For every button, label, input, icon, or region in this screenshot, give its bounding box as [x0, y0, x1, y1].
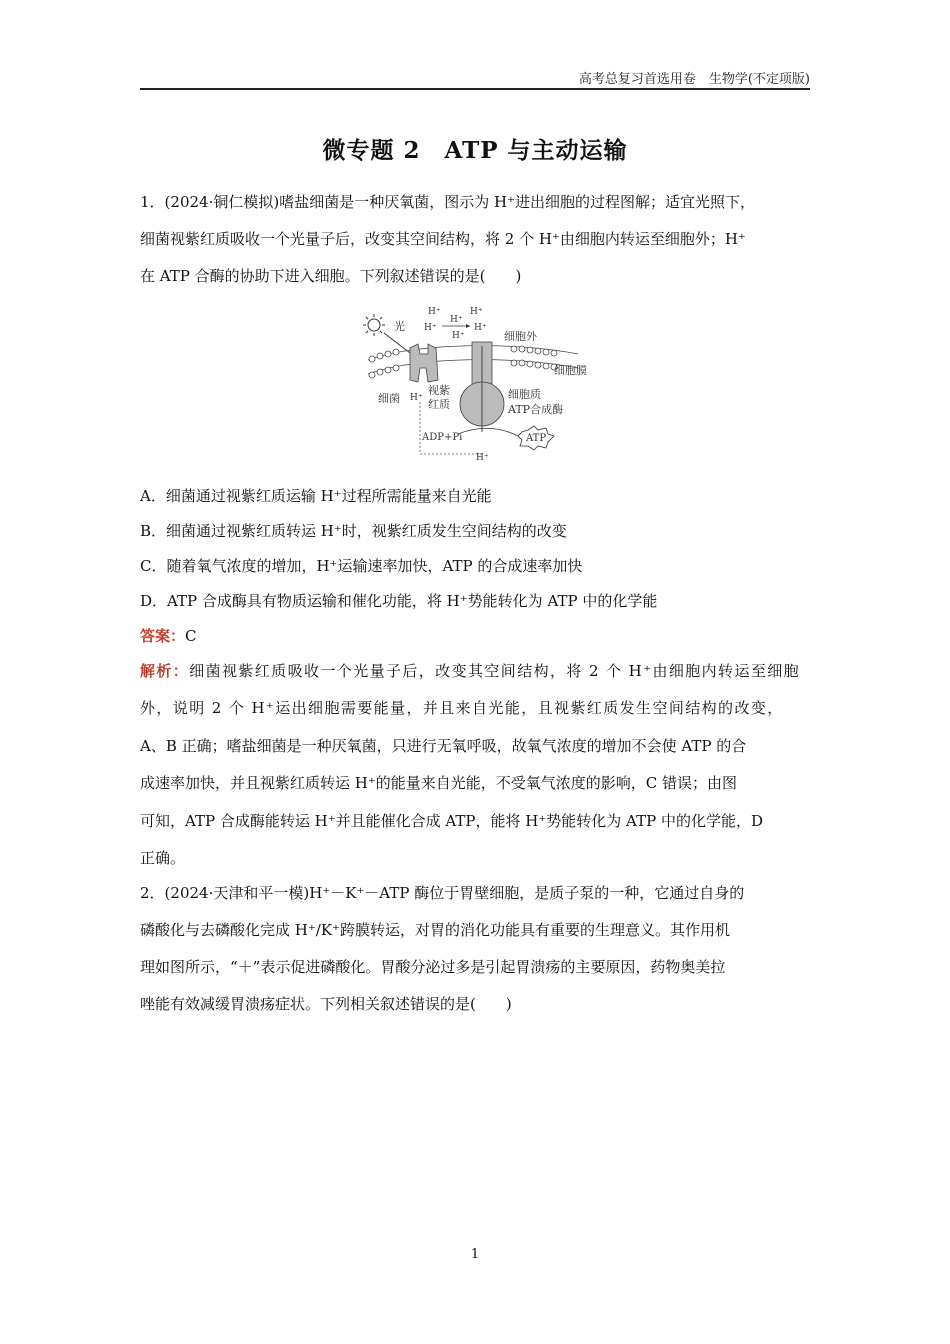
- h-plus-label-4: H⁺: [470, 307, 483, 317]
- header-text: 高考总复习首选用卷 生物学(不定项版): [578, 72, 810, 87]
- adp-pi-label: ADP+Pi: [422, 432, 463, 443]
- light-label: 光: [394, 320, 405, 333]
- analysis-label: 解析：: [140, 662, 190, 680]
- q1-line-1: 1．(2024·铜仁模拟)嗜盐细菌是一种厌氧菌，图示为 H⁺进出细胞的过程图解；适宜光照下，: [140, 193, 755, 211]
- q1-option-b: B．细菌通过视紫红质转运 H⁺时，视紫红质发生空间结构的改变: [140, 522, 567, 540]
- q1-line-2: 细菌视紫红质吸收一个光量子后，改变其空间结构，将 2 个 H⁺由细胞内转运至细胞外；H⁺: [140, 230, 746, 248]
- h-plus-label-3: H⁺: [450, 315, 463, 325]
- q2-line-4: 唑能有效减缓胃溃疡症状。下列相关叙述错误的是( ): [140, 995, 512, 1013]
- synthesis-arrow: [458, 428, 518, 436]
- q1-analysis-line-5: 可知，ATP 合成酶能转运 H⁺并且能催化合成 ATP，能将 H⁺势能转化为 ATP 中的化学能，D: [140, 812, 763, 830]
- page-title: 微专题 2 ATP 与主动运输: [322, 137, 628, 164]
- rhodopsin-protein: [410, 344, 438, 382]
- h-plus-label-1: H⁺: [428, 307, 441, 317]
- answer-value: C: [185, 627, 197, 645]
- q2-line-1: 2．(2024·天津和平一模)H⁺－K⁺－ATP 酶位于胃壁细胞，是质子泵的一种，它通过自身的: [140, 884, 745, 902]
- answer-label: 答案：: [140, 627, 186, 645]
- rhodopsin-label-1: 视紫: [428, 384, 450, 397]
- h-plus-label-5: H⁺: [474, 323, 487, 333]
- q1-analysis-line-2: 外，说明 2 个 H⁺运出细胞需要能量，并且来自光能，且视紫红质发生空间结构的改变，: [140, 699, 784, 717]
- q1-line-3: 在 ATP 合酶的协助下进入细胞。下列叙述错误的是( ): [140, 267, 522, 285]
- q1-answer: [140, 626, 197, 646]
- rhodopsin-label-2: 红质: [428, 398, 450, 411]
- q1-option-d: D．ATP 合成酶具有物质运输和催化功能，将 H⁺势能转化为 ATP 中的化学能: [140, 592, 658, 610]
- q2-line-2: 磷酸化与去磷酸化完成 H⁺/K⁺跨膜转运，对胃的消化功能具有重要的生理意义。其作用机: [140, 921, 730, 939]
- outside-label: 细胞外: [504, 330, 537, 343]
- page-header: [140, 66, 810, 90]
- q1-option-a: A．细菌通过视紫红质运输 H⁺过程所需能量来自光能: [140, 487, 492, 505]
- bacteria-label: 细菌: [378, 392, 400, 405]
- h-plus-label-2: H⁺: [424, 323, 437, 333]
- membrane-label: 细胞膜: [554, 364, 587, 377]
- q1-analysis-line-4: 成速率加快，并且视紫红质转运 H⁺的能量来自光能，不受氧气浓度的影响，C 错误；由图: [140, 774, 738, 792]
- q1-option-c: C．随着氧气浓度的增加，H⁺运输速率加快，ATP 的合成速率加快: [140, 557, 583, 575]
- h-plus-label-7: H⁺: [410, 393, 423, 403]
- q1-analysis-line-1: [140, 661, 800, 681]
- h-transport-diagram: [358, 302, 598, 462]
- atp-label: ATP: [526, 433, 547, 444]
- arrow-head: [466, 324, 470, 328]
- atp-synthase-protein: [460, 342, 504, 432]
- atp-synthase-label: ATP合成酶: [508, 403, 564, 416]
- analysis-text-1: 细菌视紫红质吸收一个光量子后，改变其空间结构，将 2 个 H⁺由细胞内转运至细胞: [189, 662, 801, 680]
- h-plus-label-6: H⁺: [452, 331, 465, 341]
- h-plus-label-8: H⁺: [476, 453, 489, 462]
- q1-analysis-line-3: A、B 正确；嗜盐细菌是一种厌氧菌，只进行无氧呼吸，故氧气浓度的增加不会使 ATP 的合: [140, 737, 747, 755]
- sun-icon: [363, 314, 385, 336]
- q1-analysis-line-6: 正确。: [140, 849, 186, 867]
- page-number: 1: [470, 1247, 480, 1262]
- q2-line-3: 理如图所示，“＋”表示促进磷酸化。胃酸分泌过多是引起胃溃疡的主要原因，药物奥美拉: [140, 958, 726, 976]
- cytoplasm-label: 细胞质: [508, 388, 541, 401]
